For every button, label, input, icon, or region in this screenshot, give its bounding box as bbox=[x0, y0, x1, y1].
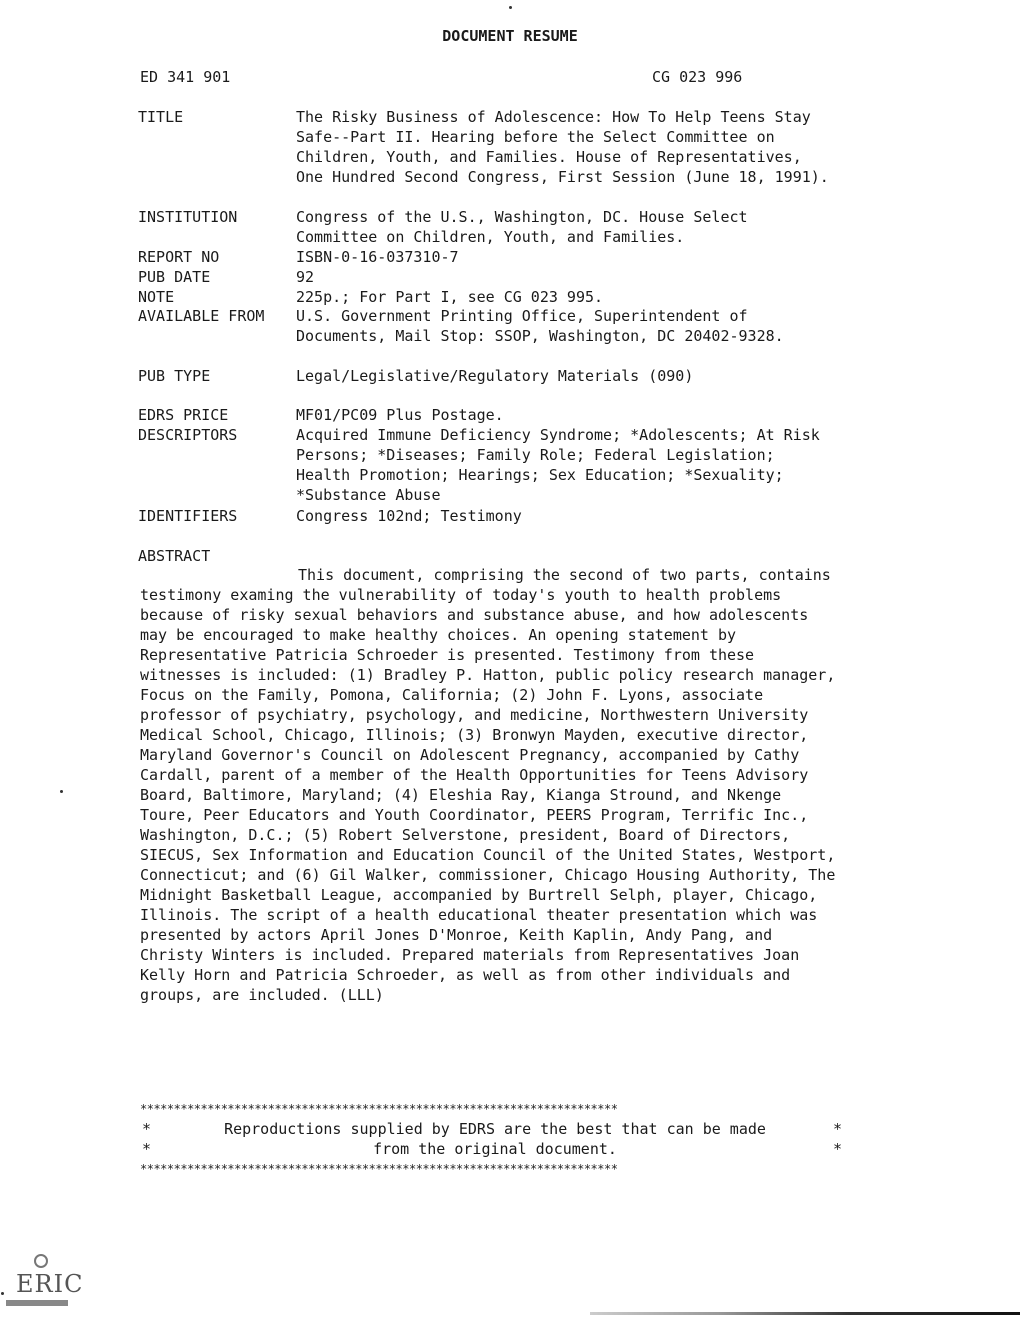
scan-speck bbox=[1, 1292, 4, 1295]
eric-logo-icon bbox=[4, 1252, 84, 1310]
field-label: TITLE bbox=[138, 108, 184, 126]
reproduction-notice bbox=[140, 1099, 850, 1179]
field-value: MF01/PC09 Plus Postage. bbox=[296, 406, 504, 424]
field-value: ISBN-0-16-037310-7 bbox=[296, 248, 459, 266]
star-left: * bbox=[142, 1140, 152, 1158]
field-label: REPORT NO bbox=[138, 248, 220, 266]
notice-text-1: Reproductions supplied by EDRS are the best that can be made bbox=[224, 1120, 766, 1138]
scan-speck bbox=[60, 790, 63, 793]
field-value: U.S. Government Printing Office, Superintendent of Documents, Mail Stop: SSOP, Washington, DC 20402-9328. bbox=[296, 307, 784, 345]
field-label: DESCRIPTORS bbox=[138, 426, 238, 444]
cg-number: CG 023 996 bbox=[652, 68, 743, 86]
ed-number: ED 341 901 bbox=[140, 68, 231, 86]
field-label: PUB TYPE bbox=[138, 367, 211, 385]
star-right: * bbox=[832, 1140, 842, 1158]
field-value: Legal/Legislative/Regulatory Materials (090) bbox=[296, 367, 694, 385]
field-label: AVAILABLE FROM bbox=[138, 307, 265, 325]
notice-line-2 bbox=[140, 1139, 850, 1159]
star-right: * bbox=[832, 1120, 842, 1138]
field-value: 92 bbox=[296, 268, 315, 286]
bottom-scan-rule bbox=[590, 1312, 1020, 1315]
star-left: * bbox=[142, 1120, 152, 1138]
star-rule-bottom: *********************************************************************** bbox=[140, 1162, 618, 1176]
notice-line-1 bbox=[140, 1119, 850, 1139]
abstract-text: This document, comprising the second of two parts, contains testimony examing the vulnerability of today's youth to health problems because of risky sexual behaviors and substance abuse, and how adolescents may be encouraged to make healthy choices. An opening statement by Representative Patricia Schroeder is presented. Testimony from these witnesses is included: (1) Bradley P. Hatton, public policy research manager, Focus on the Family, Pomona, California; (2) John F. Lyons, associate professor of psychiatry, psychology, and medicine, Northwestern University Medical School, Chicago, Illinois; (3) Bronwyn Mayden, executive director, Maryland Governor's Council on Adolescent Pregnancy, accompanied by Cathy Cardall, parent of a member of the Health Opportunities for Teens Advisory Board, Baltimore, Maryland; (4) Eleshia Ray, Kianga Stround, and Nkenge Toure, Peer Educators and Youth Coordinator, PEERS Program, Terrific Inc., Washington, D.C.; (5) Robert Selverstone, president, Board of Directors, SIECUS, Sex Information and Education Council of the United States, Westport, Connecticut; and (6) Gil Walker, commissioner, Chicago Housing Authority, The Midnight Basketball League, accompanied by Burtrell Selph, player, Chicago, Illinois. The script of a health educational theater presentation which was presented by actors April Jones D'Monroe, Keith Kaplin, Andy Pang, and Christy Winters is included. Prepared materials from Representatives Joan Kelly Horn and Patricia Schroeder, as well as from other individuals and groups, are included. (LLL) bbox=[140, 566, 836, 1004]
star-rule-top: *********************************************************************** bbox=[140, 1102, 618, 1116]
field-label: IDENTIFIERS bbox=[138, 507, 238, 525]
field-value: 225p.; For Part I, see CG 023 995. bbox=[296, 288, 604, 306]
document-title: DOCUMENT RESUME bbox=[442, 27, 578, 45]
field-label: NOTE bbox=[138, 288, 175, 306]
field-label: EDRS PRICE bbox=[138, 406, 229, 424]
notice-text-2: from the original document. bbox=[373, 1140, 617, 1158]
field-label: INSTITUTION bbox=[138, 208, 238, 226]
logo-figure-head bbox=[34, 1254, 48, 1268]
logo-text: ERIC bbox=[16, 1270, 84, 1298]
field-value: The Risky Business of Adolescence: How To Help Teens Stay Safe--Part II. Hearing before the Select Committee on Children, Youth, and Families. House of Representatives, One Hundred Second Congress, First Session (June 18, 1991). bbox=[296, 108, 829, 186]
field-label: PUB DATE bbox=[138, 268, 211, 286]
scan-speck bbox=[509, 6, 512, 9]
field-value: Congress of the U.S., Washington, DC. House Select Committee on Children, Youth, and Families. bbox=[296, 208, 748, 246]
field-value: Congress 102nd; Testimony bbox=[296, 507, 522, 525]
logo-bar bbox=[6, 1300, 68, 1306]
field-value: Acquired Immune Deficiency Syndrome; *Adolescents; At Risk Persons; *Diseases; Family Role; Federal Legislation; Health Promotion; Hearings; Sex Education; *Sexuality; *Substance Abuse bbox=[296, 426, 820, 504]
abstract-label: ABSTRACT bbox=[138, 547, 211, 565]
